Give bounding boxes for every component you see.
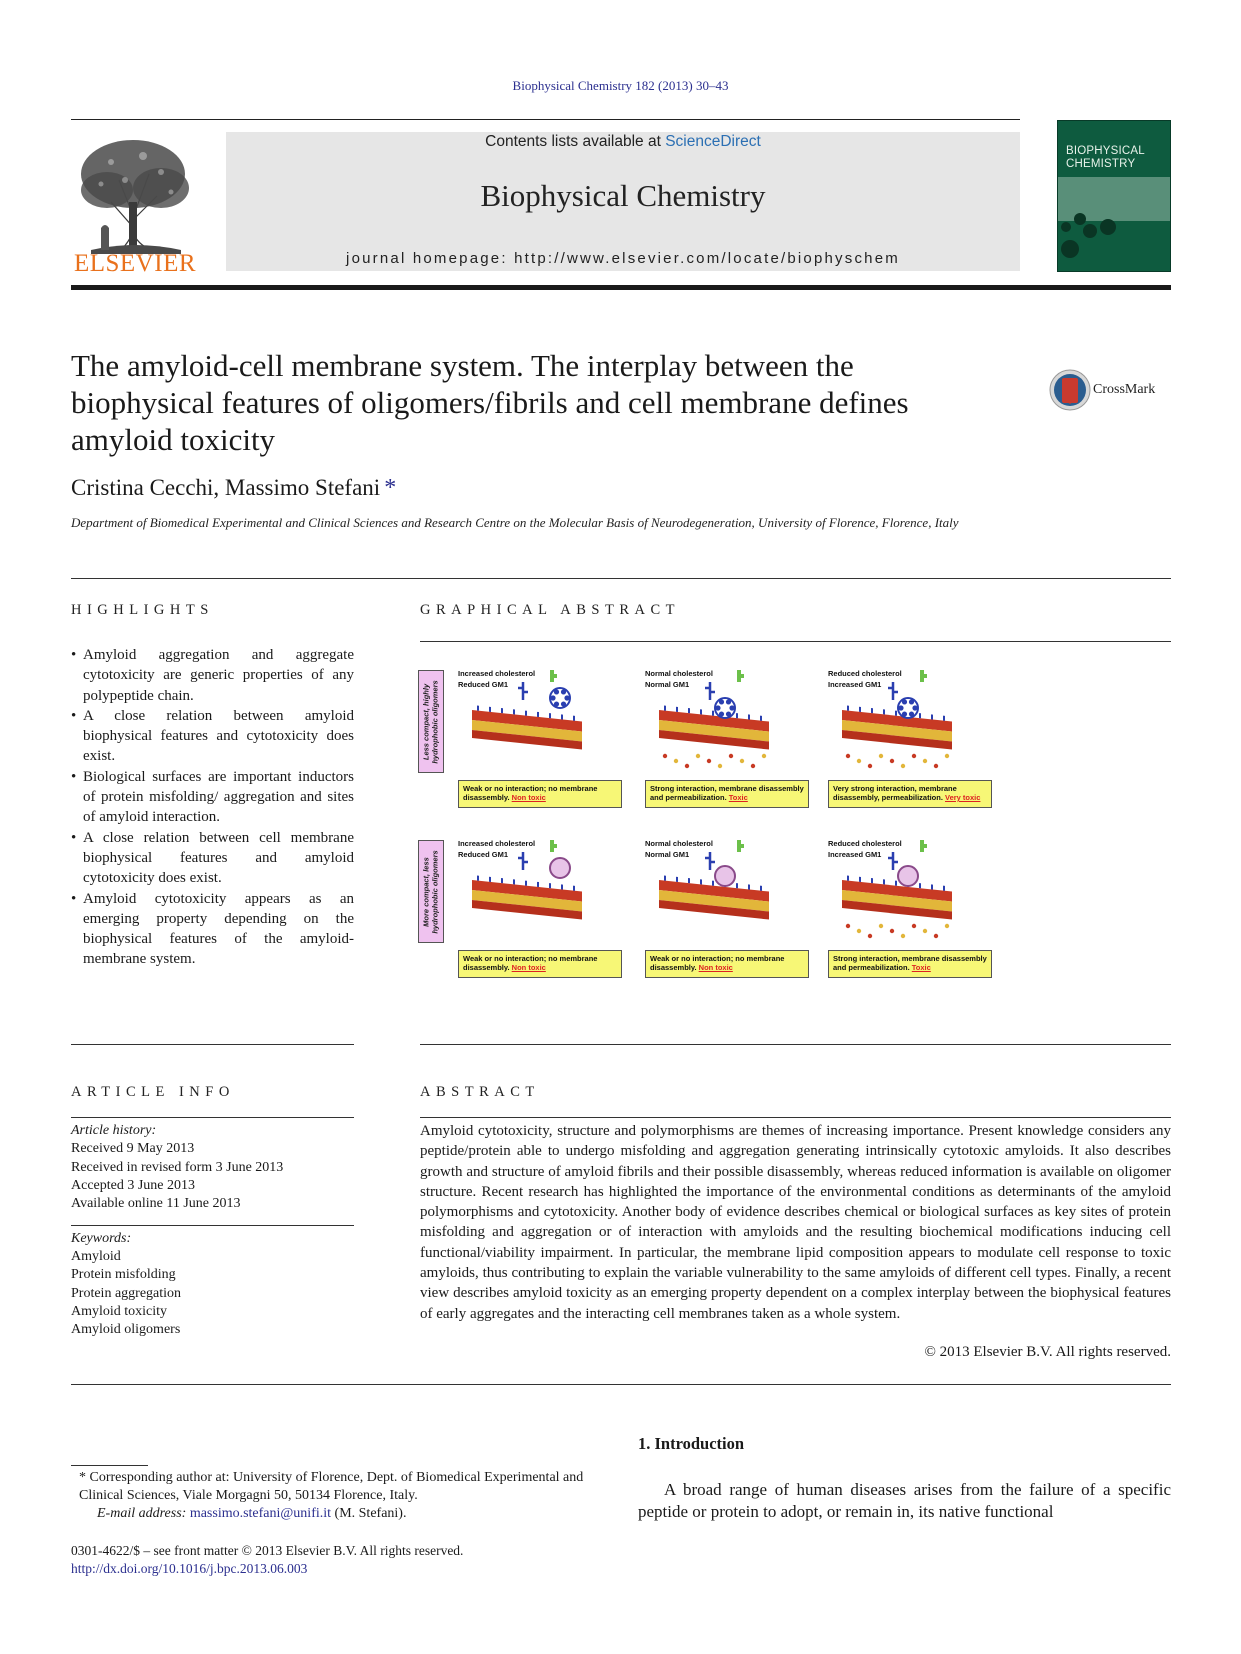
journal-name: Biophysical Chemistry [480,178,766,213]
article-info-rule [71,1117,354,1118]
membrane-bilayer [472,705,582,750]
membrane-debris [945,924,949,928]
oligomer-subunit [719,711,724,716]
sciencedirect-link[interactable]: ScienceDirect [665,133,761,150]
ga-cholesterol-condition: Normal cholesterol [645,839,713,848]
contents-line [226,133,1020,151]
highlights-list [71,645,354,970]
oligomer-subunit [719,699,724,704]
cholesterol-icon [920,840,927,852]
membrane-bilayer [842,875,952,920]
ga-panel-caption [458,950,622,978]
membrane-debris [934,934,938,938]
membrane-debris [751,764,755,768]
cover-title [1066,145,1145,171]
footnote-mark: * [79,1470,86,1485]
ga-caption-text: Weak or no interaction; no membrane disassembly. [463,784,598,802]
ga-toxicity-label: Non toxic [511,793,546,802]
abstract-text: Amyloid cytotoxicity, structure and polymorphisms are themes of increasing importance. Present knowledge considers any peptide/protein able to undergo misfolding and aggregation generating intrinsically cytotoxic amyloids. It also describes growth and structure of amyloid fibrils and their possible disassembly, whereas reduced information is available on oligomer structure. Recent research has highlighted the importance of the environmental conditions as determinants of the amyloid polymorphisms and cytotoxicity. Another body of evidence describes chemical or biological surfaces as key sites of protein misfolding and aggregation or of interaction with amyloids and the resulting biochemical modifications inducing cell functional/viability impairment. In particular, the membrane lipid composition appears to modulate cell response to toxic amyloids, thus contributing to explain the variable vulnerability to the same amyloids of different cell types. Finally, a recent view describes amyloid toxicity as an emerging property dependent on a complex interplay between the biophysical features of early aggregates and the interacting cell membranes taken as a whole system. [420,1123,1171,1322]
front-matter [71,1542,616,1579]
crossmark-label[interactable]: CrossMark [1093,382,1156,397]
oligomer-subunit [902,711,907,716]
ga-panel [645,838,815,978]
affiliation: Department of Biomedical Experimental and Clinical Sciences and Research Centre on the Molecular Basis of Neurodegeneration, University of Florence, Florence, Italy [71,515,959,530]
ga-row1-side-label [418,670,444,773]
article-title: The amyloid-cell membrane system. The interplay between the biophysical features of oligomers/fibrils and cell membrane defines amyloid toxicity [71,348,909,457]
history-accepted: Accepted 3 June 2013 [71,1177,196,1193]
header-thick-rule [71,285,1171,290]
abstract-heading: ABSTRACT [420,1084,540,1100]
footnote-line [71,1469,616,1505]
cholesterol-icon [550,840,557,852]
membrane-debris [879,754,883,758]
section-rule [420,1044,1171,1045]
highlight-item: • A close relation between amyloid biophysical features and cytotoxicity does exist. [71,706,354,767]
oligomer-subunit [898,705,903,710]
history-label: Article history: [71,1123,157,1138]
oligomer-subunit [715,705,720,710]
journal-cover-thumbnail[interactable] [1057,120,1171,272]
ga-panel-caption [458,780,622,808]
ga-panel-conditions [828,838,902,860]
ga-cholesterol-condition: Normal cholesterol [645,669,713,678]
oligomer-subunit [554,701,559,706]
keywords-rule [71,1225,354,1226]
cholesterol-icon [737,840,744,852]
ga-caption-text: Strong interaction, membrane disassembly and permeabilization. [650,784,804,802]
graphical-abstract-figure [418,668,1003,998]
cholesterol-icon [550,670,557,682]
section-rule [71,1044,354,1045]
ga-panel-conditions [458,838,535,860]
membrane-debris [707,759,711,763]
membrane-debris [934,764,938,768]
article-info-heading: ARTICLE INFO [71,1084,235,1100]
highlight-item: • Biological surfaces are important inductors of protein misfolding/ aggregation and sites of amyloid interaction. [71,767,354,828]
ga-panel [458,838,628,978]
ga-toxicity-label: Toxic [911,963,931,972]
abstract-copyright: © 2013 Elsevier B.V. All rights reserved. [924,1344,1171,1360]
ga-gm1-condition: Increased GM1 [828,680,882,689]
ga-panel [828,838,998,978]
ga-row2-side-label [418,840,444,943]
oligomer [715,866,735,886]
membrane-debris [912,754,916,758]
ga-gm1-condition: Increased GM1 [828,850,882,859]
ga-panel-conditions [828,668,902,690]
membrane-debris [846,924,850,928]
oligomer-subunit [909,699,914,704]
introduction-text [638,1479,1171,1523]
membrane-debris [901,934,905,938]
cover-title-line1: BIOPHYSICAL [1066,145,1145,157]
membrane-debris [912,924,916,928]
membrane-debris [868,934,872,938]
contents-prefix: Contents lists available at [485,133,666,150]
membrane-debris [890,759,894,763]
history-received: Received 9 May 2013 [71,1141,195,1157]
membrane-debris [857,759,861,763]
keyword: Amyloid [71,1249,121,1265]
membrane-bilayer [842,705,952,750]
oligomer-subunit [554,689,559,694]
ga-toxicity-label: Very toxic [945,793,981,802]
ga-gm1-condition: Reduced GM1 [458,680,509,689]
ga-caption-text: Very strong interaction, membrane disassembly, permeabilization. [833,784,957,802]
oligomer-subunit [912,705,917,710]
cover-title-line2: CHEMISTRY [1066,158,1136,170]
graphical-abstract-rule [420,641,1171,642]
author-names: Cristina Cecchi, Massimo Stefani [71,475,381,500]
article-history [71,1122,354,1213]
oligomer-subunit [909,711,914,716]
membrane-debris [890,929,894,933]
keywords-label: Keywords: [71,1231,132,1246]
ga-cholesterol-condition: Reduced cholesterol [828,839,902,848]
membrane-debris [901,764,905,768]
membrane-debris [923,929,927,933]
membrane-debris [674,759,678,763]
section-rule [71,578,1171,579]
ga-toxicity-label: Non toxic [511,963,546,972]
ga-panel-caption [645,780,809,808]
membrane-debris [857,929,861,933]
highlight-item: • Amyloid aggregation and aggregate cytotoxicity are generic properties of any polypeptide chain. [71,645,354,706]
ga-caption-text: Weak or no interaction; no membrane disassembly. [463,954,598,972]
membrane-debris [846,754,850,758]
footnote-rule [71,1465,148,1466]
ga-cholesterol-condition: Increased cholesterol [458,669,536,678]
membrane-debris [923,759,927,763]
cholesterol-icon [920,670,927,682]
ga-panel [828,668,998,808]
corresponding-author-mark[interactable]: * [384,475,397,501]
membrane-debris [685,764,689,768]
membrane-debris [718,764,722,768]
abstract-rule [420,1117,1171,1118]
membrane-debris [696,754,700,758]
ga-panel-conditions [645,668,713,690]
membrane-bilayer [659,875,769,920]
keyword: Protein aggregation [71,1285,182,1301]
ga-panel [458,668,628,808]
oligomer [550,858,570,878]
membrane-debris [879,924,883,928]
ga-panel-caption [645,950,809,978]
oligomer-subunit [902,699,907,704]
crossmark-icon[interactable] [1048,368,1092,412]
ga-toxicity-label: Toxic [728,793,748,802]
ga-panel-caption [828,950,992,978]
history-revised: Received in revised form 3 June 2013 [71,1159,284,1175]
footnote [71,1469,616,1524]
membrane-bilayer [472,875,582,920]
keyword: Protein misfolding [71,1267,176,1283]
membrane-debris [945,754,949,758]
ga-gm1-condition: Normal GM1 [645,850,690,859]
ga-row2-side-text: More compact, less hydrophobic oligomers [421,849,439,934]
email-label: E-mail address: [97,1506,187,1522]
membrane-debris [868,764,872,768]
ga-panel [645,668,815,808]
ga-gm1-condition: Reduced GM1 [458,850,509,859]
ga-panel-caption [828,780,992,808]
highlight-item: • Amyloid cytotoxicity appears as an emerging property depending on the biophysical features of the amyloid-membrane system. [71,889,354,970]
cover-spheres [1058,209,1171,272]
elsevier-wordmark: ELSEVIER [73,250,197,277]
oligomer-subunit [726,699,731,704]
ga-toxicity-label: Non toxic [698,963,733,972]
membrane-bilayer [659,705,769,750]
ga-panel-conditions [645,838,713,860]
header-rule [71,119,1020,120]
authors [71,475,396,502]
introduction-paragraph: A broad range of human diseases arises from the failure of a specific peptide or protein to adopt, or remain in, its native functional [638,1480,1171,1521]
oligomer [898,866,918,886]
oligomer-subunit [550,695,555,700]
keywords [71,1230,354,1339]
journal-citation[interactable]: Biophysical Chemistry 182 (2013) 30–43 [512,78,729,93]
ga-cholesterol-condition: Reduced cholesterol [828,669,902,678]
graphical-abstract-heading: GRAPHICAL ABSTRACT [420,602,681,618]
membrane-debris [762,754,766,758]
ga-panel-conditions [458,668,535,690]
history-online: Available online 11 June 2013 [71,1196,241,1212]
highlights-heading: HIGHLIGHTS [71,602,214,618]
oligomer-subunit [561,689,566,694]
email-link[interactable]: massimo.stefani@unifi.it [189,1506,332,1522]
email-suffix: (M. Stefani). [334,1506,407,1522]
oligomer-subunit [729,705,734,710]
journal-homepage[interactable]: journal homepage: http://www.elsevier.com/locate/biophyschem [346,250,900,267]
keyword: Amyloid oligomers [71,1322,181,1338]
ga-row1-side-text: Less compact, highly hydrophobic oligomers [421,679,439,764]
ga-caption-text: Weak or no interaction; no membrane disassembly. [650,954,785,972]
keyword: Amyloid toxicity [71,1303,168,1319]
membrane-debris [729,754,733,758]
front-matter-text: 0301-4622/$ – see front matter © 2013 Elsevier B.V. All rights reserved. [71,1543,464,1558]
section-rule [71,1384,1171,1385]
oligomer-subunit [564,695,569,700]
cholesterol-icon [737,670,744,682]
membrane-debris [740,759,744,763]
introduction-heading: 1. Introduction [638,1434,745,1453]
doi-link[interactable]: http://dx.doi.org/10.1016/j.bpc.2013.06.003 [71,1561,308,1577]
footnote-email-line [71,1505,616,1523]
oligomer-subunit [726,711,731,716]
ga-caption-text: Strong interaction, membrane disassembly and permeabilization. [833,954,987,972]
highlight-item: • A close relation between cell membrane biophysical features and amyloid cytotoxicity does exist. [71,828,354,889]
oligomer-subunit [561,701,566,706]
ga-gm1-condition: Normal GM1 [645,680,690,689]
footnote-text: Corresponding author at: University of Florence, Dept. of Biomedical Experimental and Clinical Sciences, Viale Morgagni 50, 50134 Florence, Italy. [79,1470,584,1504]
membrane-debris [663,754,667,758]
ga-cholesterol-condition: Increased cholesterol [458,839,536,848]
